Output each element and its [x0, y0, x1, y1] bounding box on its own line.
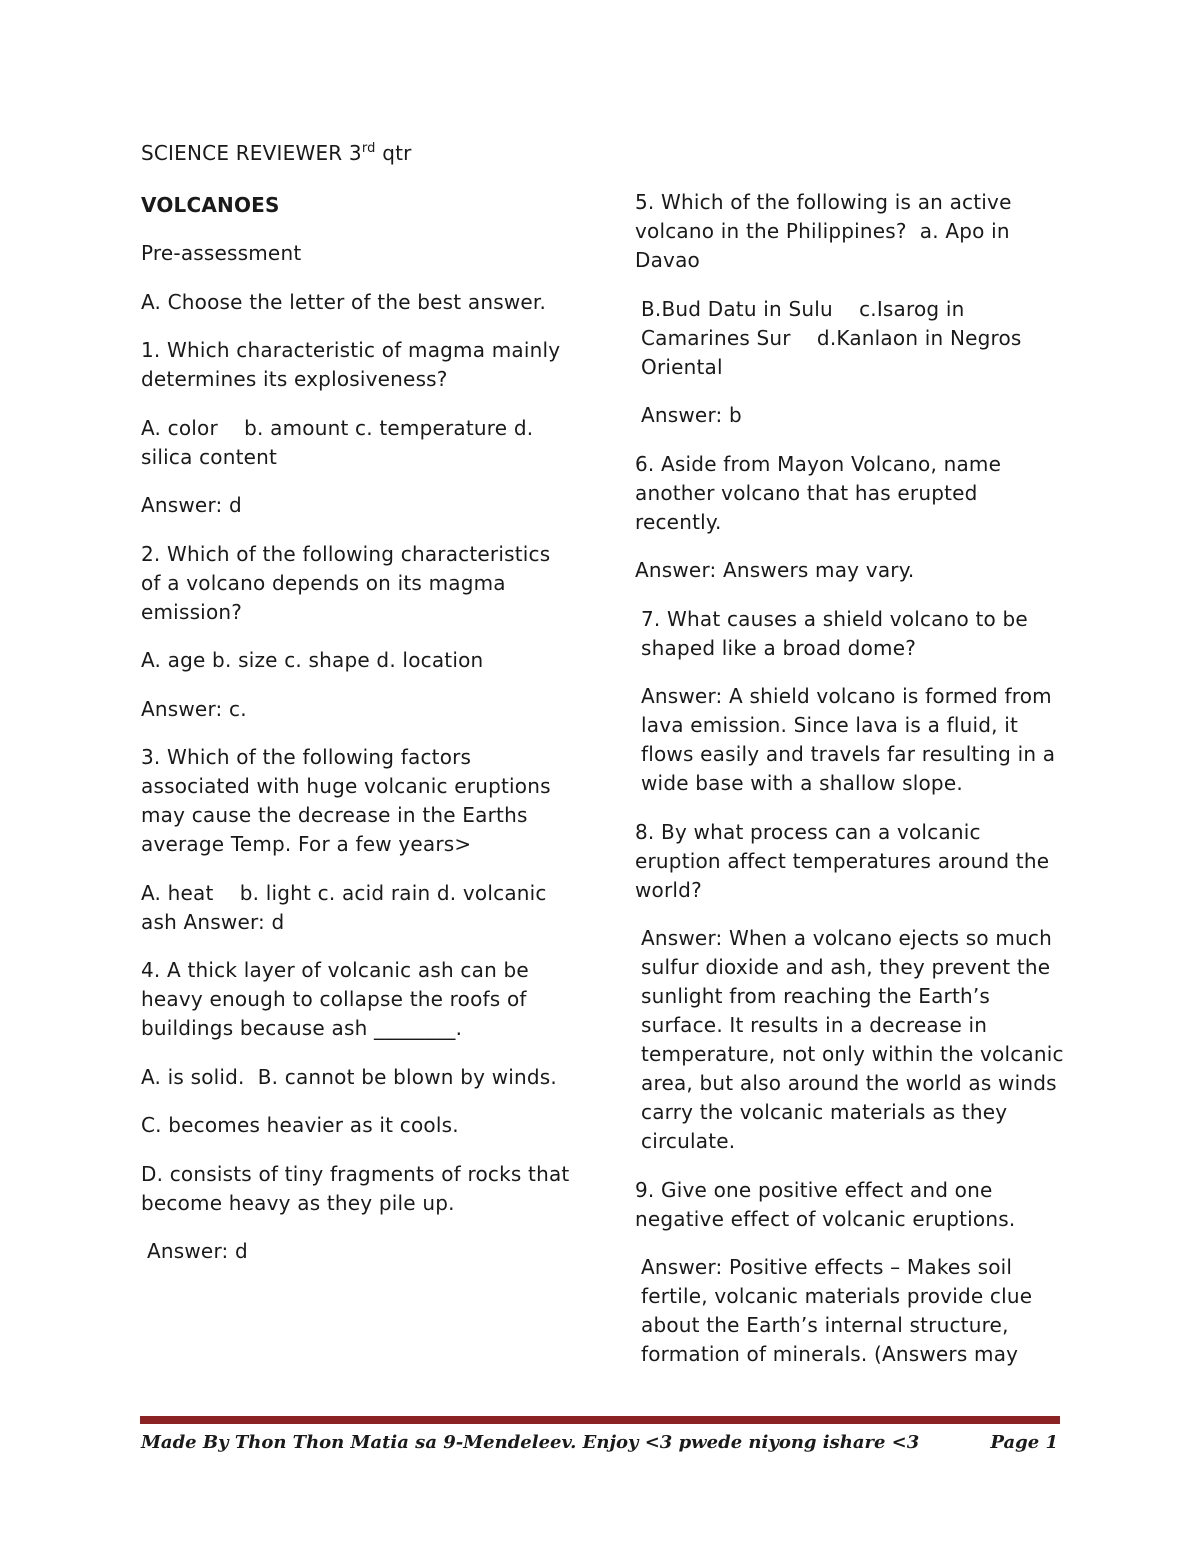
question-3-choices: A. heat b. light c. acid rain d. volcanic ash Answer: d — [141, 880, 554, 934]
question-3: 3. Which of the following factors associated with huge volcanic eruptions may cause the decrease in the Earths average Temp. For a few years> — [141, 745, 551, 856]
footer-divider — [140, 1416, 1060, 1424]
question-2-choices: A. age b. size c. shape d. location — [141, 648, 484, 672]
question-4-choice-c: C. becomes heavier as it cools. — [141, 1113, 459, 1137]
question-4: 4. A thick layer of volcanic ash can be heavy enough to collapse the roofs of buildings because ash ________. — [141, 958, 529, 1040]
question-2: 2. Which of the following characteristics of a volcano depends on its magma emission? — [141, 541, 551, 624]
title-superscript: rd — [361, 141, 376, 156]
instruction: A. Choose the letter of the best answer. — [141, 289, 547, 314]
question-1: 1. Which characteristic of magma mainly determines its explosiveness? — [141, 338, 561, 391]
question-1-answer: Answer: d — [141, 493, 242, 517]
left-column — [141, 139, 571, 1286]
question-4-answer: Answer: d — [147, 1239, 248, 1263]
question-4-choice-d: D. consists of tiny fragments of rocks that become heavy as they pile up. — [141, 1161, 570, 1215]
question-8-answer: Answer: When a volcano ejects so much sulfur dioxide and ash, they prevent the sunlight from reaching the Earth’s surface. It results in a decrease in temperature, not only within the volcanic area, but also around the world as winds carry the volcanic materials as they circulate. — [641, 926, 1064, 1153]
footer-credit: Made By Thon Thon Matia sa 9-Mendeleev. Enjoy <3 pwede niyong ishare <3 — [141, 1432, 920, 1453]
title-main: SCIENCE REVIEWER 3 — [141, 141, 362, 165]
question-2-answer: Answer: c. — [141, 696, 247, 721]
question-6-answer: Answer: Answers may vary. — [635, 558, 915, 582]
question-8: 8. By what process can a volcanic eruption affect temperatures around the world? — [635, 819, 1050, 902]
subheading: Pre-assessment — [141, 241, 302, 265]
section-heading: VOLCANOES — [141, 192, 280, 217]
question-6: 6. Aside from Mayon Volcano, name another volcano that has erupted recently. — [635, 451, 1002, 534]
question-9: 9. Give one positive effect and one negative effect of volcanic eruptions. — [635, 1177, 1016, 1231]
right-column — [635, 188, 1065, 1389]
question-5-choices: B.Bud Datu in Sulu c.Isarog in Camarines Sur d.Kanlaon in Negros Oriental — [641, 296, 1029, 379]
question-4-choice-ab: A. is solid. B. cannot be blown by winds. — [141, 1064, 557, 1089]
question-9-answer: Answer: Positive effects – Makes soil fertile, volcanic materials provide clue about the Earth’s internal structure, formation of minerals. (Answers may — [641, 1255, 1033, 1366]
title-tail: qtr — [375, 141, 412, 165]
document-title — [141, 139, 571, 171]
page-number: Page 1 — [990, 1432, 1058, 1453]
question-7-answer: Answer: A shield volcano is formed from lava emission. Since lava is a fluid, it flows easily and travels far resulting in a wide base with a shallow slope. — [641, 684, 1056, 795]
question-1-choices: A. color b. amount c. temperature d. silica content — [141, 415, 540, 469]
question-7: 7. What causes a shield volcano to be shaped like a broad dome? — [641, 606, 1028, 660]
question-5: 5. Which of the following is an active volcano in the Philippines? a. Apo in Davao — [635, 190, 1019, 272]
question-5-answer: Answer: b — [641, 403, 742, 427]
